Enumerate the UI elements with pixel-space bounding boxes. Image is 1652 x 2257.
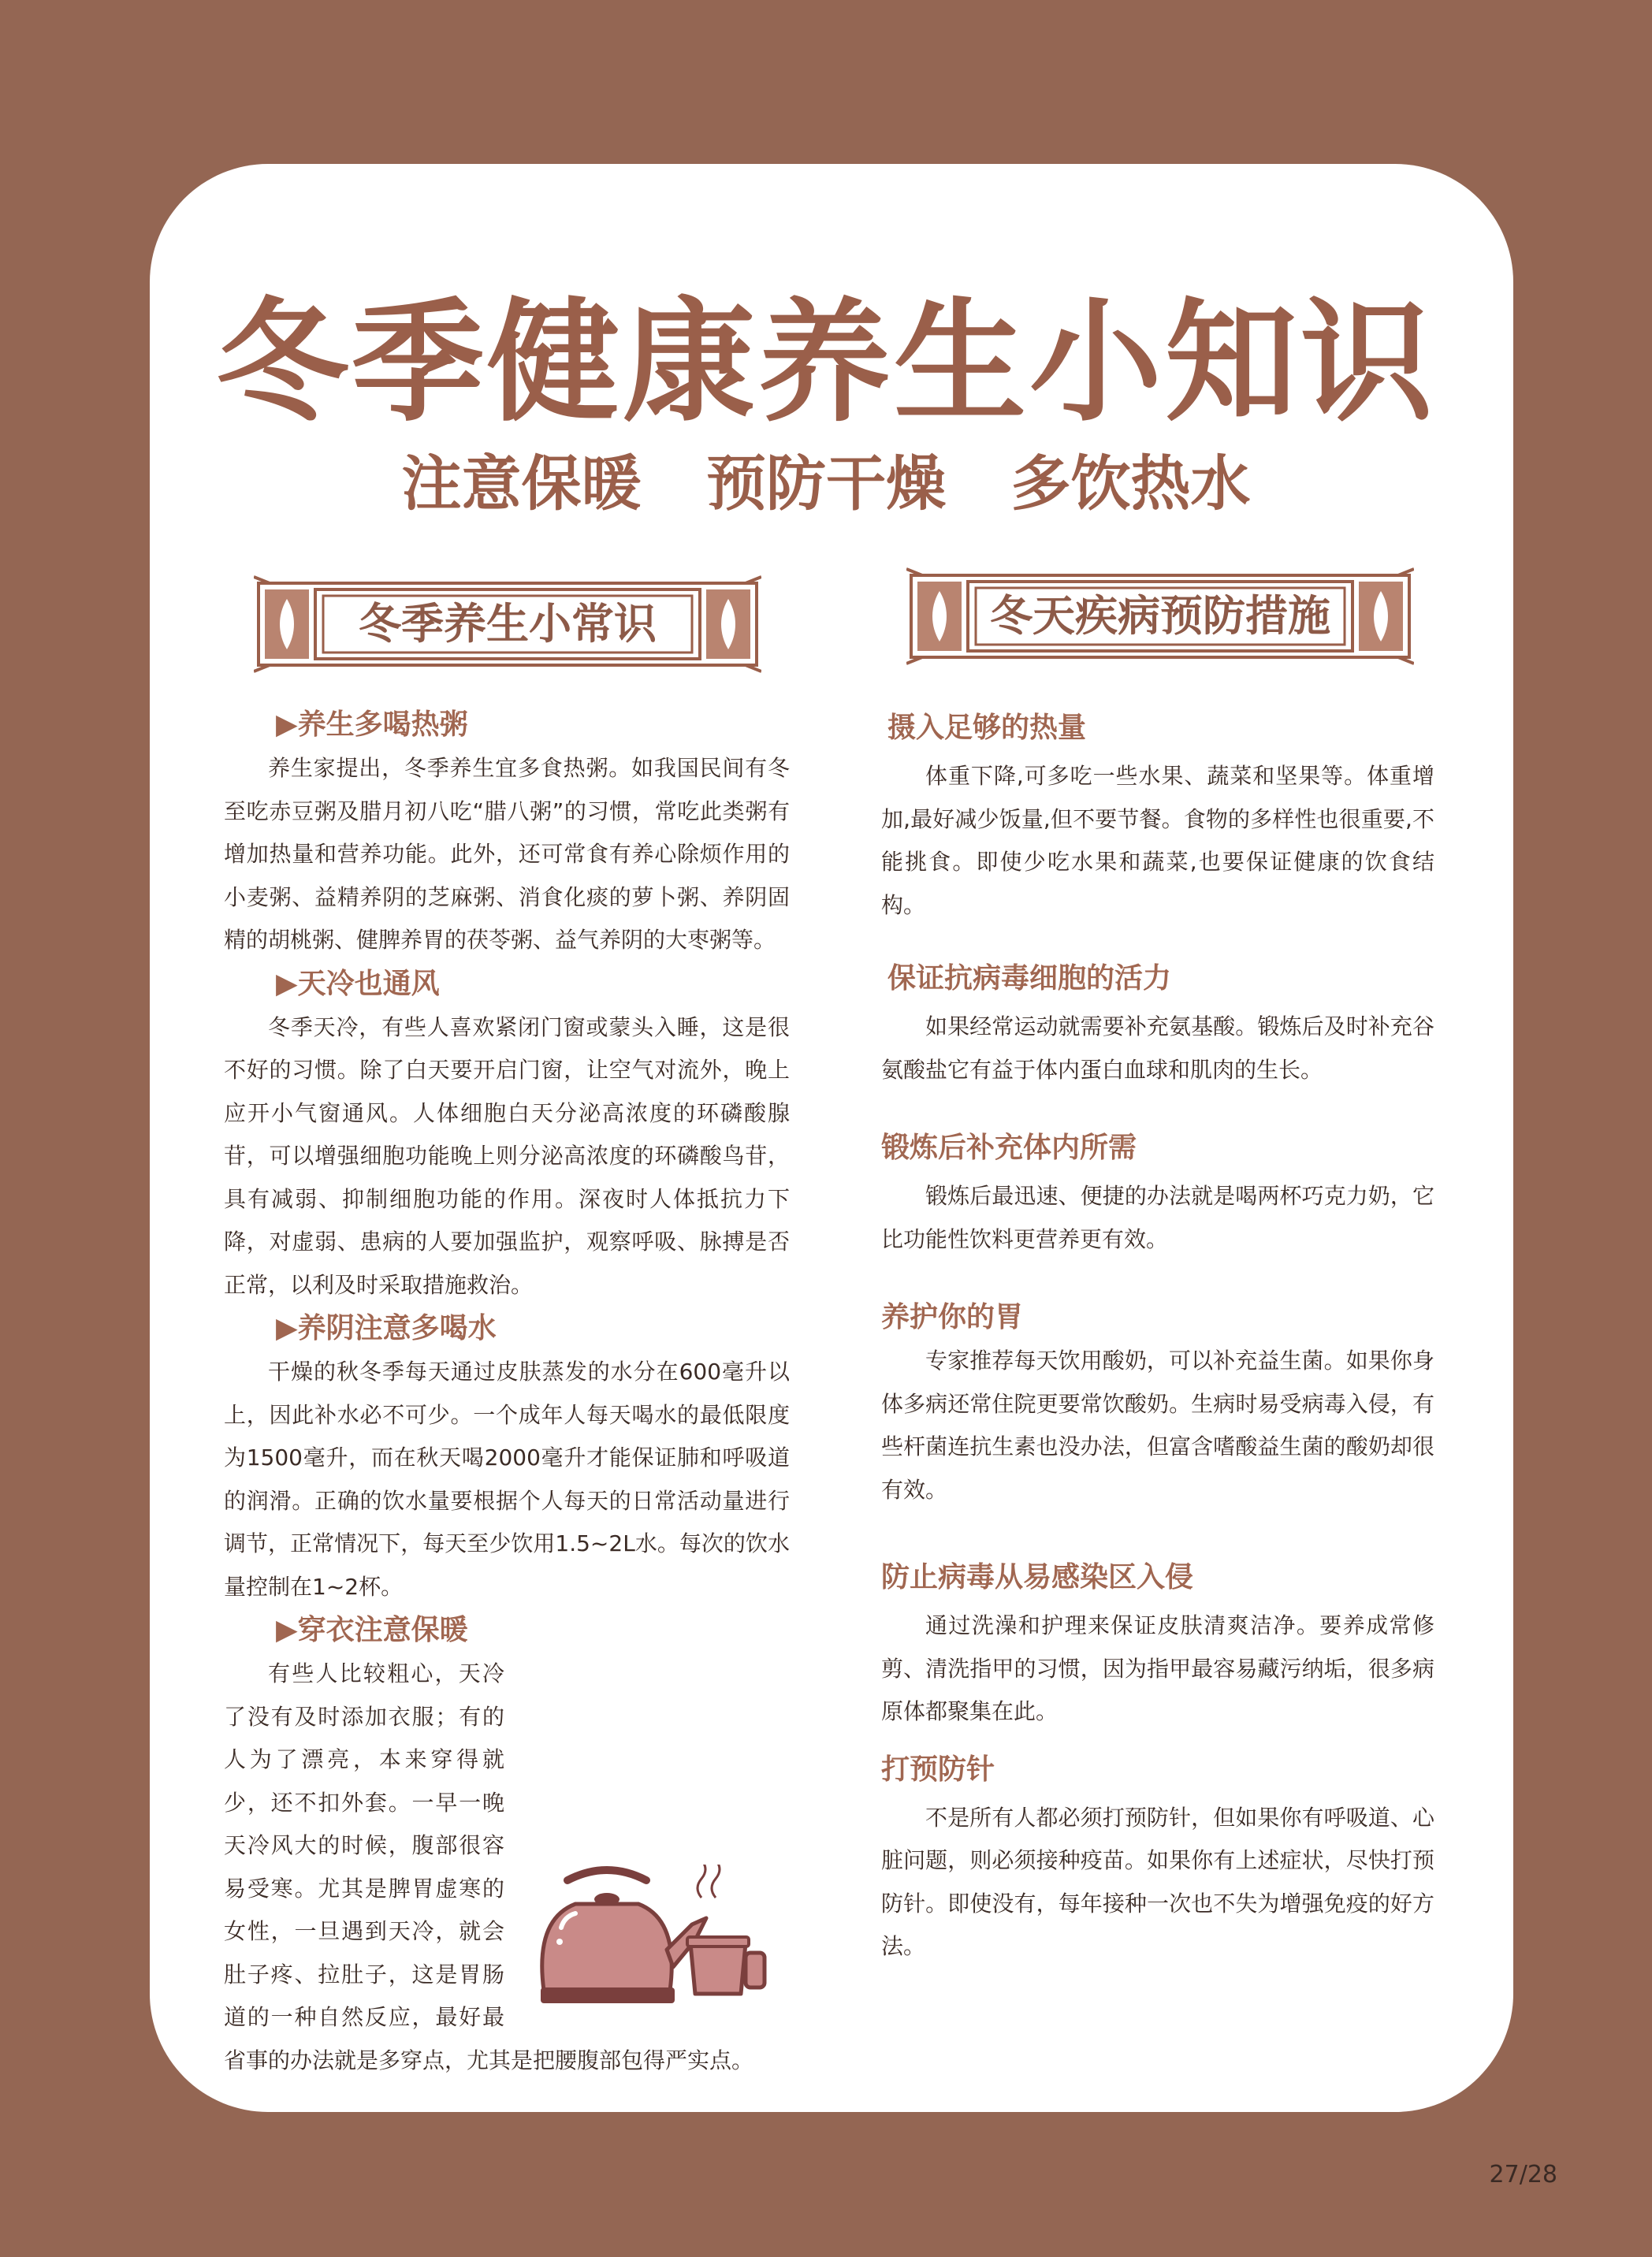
kettle-illustration [512,1865,788,2006]
left-section [276,1608,790,1653]
section-text: 有些人比较粗心，天冷了没有及时添加衣服；有的人为了漂亮，本来穿得就少，还不扣外套。一早一晚天冷风大的时候，腹部很容易受寒。尤其是脾胃虚寒的女性，一旦遇到天冷，就会肚子疼、拉肚子，这是胃肠道的一种自然反应，最好最省事的办法就是多穿点，尤其是把腰腹部包得严实点。 [224,1660,754,2073]
section-heading: 摄入足够的热量 [887,712,1087,744]
left-banner [254,575,761,673]
right-section [881,1296,1434,1340]
subtitle-item: 预防干燥 [706,448,946,519]
section-text: 不是所有人都必须打预防针，但如果你有呼吸道、心脏问题，则必须接种疫苗。如果你有上述症状，尽快打预防针。即使没有，每年接种一次也不失为增强免疫的好方法。 [881,1804,1434,1959]
kettle-icon [541,1870,706,2003]
section-text: 冬季天冷，有些人喜欢紧闭门窗或蒙头入睡，这是很不好的习惯。除了白天要开启门窗，让空气对流外，晚上应开小气窗通风。人体细胞白天分泌高浓度的环磷酸腺苷，可以增强细胞功能晚上则分泌高浓度的环磷酸鸟苷，具有减弱、抑制细胞功能的作用。深夜时人体抵抗力下降，对虚弱、患病的人要加强监护，观察呼吸、脉搏是否正常，以利及时采取措施救治。 [224,1013,790,1298]
banner-label: 冬季养生小常识 [359,599,657,649]
banner-label: 冬天疾病预防措施 [990,591,1330,641]
section-text: 如果经常运动就需要补充氨基酸。锻炼后及时补充谷氨酸盐它有益于体内蛋白血球和肌肉的生长。 [881,1013,1434,1083]
right-section [887,957,1434,1001]
subtitle-item: 注意保暖 [401,448,642,519]
section-text: 干燥的秋冬季每天通过皮肤蒸发的水分在600毫升以上，因此补水必不可少。一个成年人每天喝水的最低限度为1500毫升，而在秋天喝2000毫升才能保证肺和呼吸道的润滑。正确的饮水量要根据个人每天的日常活动量进行调节，正常情况下，每天至少饮用1.5~2L水。每次的饮水量控制在1~2杯。 [224,1359,790,1600]
section-heading: 保证抗病毒细胞的活力 [887,962,1172,995]
right-section [881,1556,1434,1600]
section-heading: ▶养阴注意多喝水 [276,1312,497,1344]
section-text: 专家推荐每天饮用酸奶，可以补充益生菌。如果你身体多病还常住院更要常饮酸奶。生病时易受病毒入侵，有些杆菌连抗生素也没办法，但富含嗜酸益生菌的酸奶却很有效。 [881,1348,1434,1503]
left-section [276,703,790,747]
page-title: 冬季健康养生小知识 [216,285,1436,440]
subtitle [0,444,1652,523]
section-text: 通过洗澡和护理来保证皮肤清爽洁净。要养成常修剪、清洗指甲的习惯，因为指甲最容易藏污纳垢，很多病原体都聚集在此。 [881,1612,1434,1724]
section-heading: 防止病毒从易感染区入侵 [881,1561,1194,1593]
section-heading: 锻炼后补充体内所需 [881,1132,1137,1164]
right-banner [906,567,1414,665]
left-section [276,962,790,1006]
right-section [887,706,1434,750]
section-heading: ▶天冷也通风 [276,967,440,1000]
right-section [881,1748,1434,1792]
section-heading: ▶养生多喝热粥 [276,708,468,741]
left-section [276,1307,790,1351]
right-column [881,706,1434,1969]
section-text: 锻炼后最迅速、便捷的办法就是喝两杯巧克力奶，它比功能性饮料更营养更有效。 [881,1183,1434,1252]
section-text: 体重下降,可多吃一些水果、蔬菜和坚果等。体重增加,最好减少饭量,但不要节餐。食物的多样性也很重要,不能挑食。即使少吃水果和蔬菜,也要保证健康的饮食结构。 [881,763,1434,918]
section-heading: 养护你的胃 [881,1301,1024,1333]
right-section [881,1126,1434,1170]
subtitle-item: 多饮热水 [1010,448,1251,519]
section-heading: 打预防针 [881,1753,995,1786]
section-text: 养生家提出，冬季养生宜多食热粥。如我国民间有冬至吃赤豆粥及腊月初八吃“腊八粥”的习惯，常吃此类粥有增加热量和营养功能。此外，还可常食有养心除烦作用的小麦粥、益精养阴的芝麻粥、消食化痰的萝卜粥、养阴固精的胡桃粥、健脾养胃的茯苓粥、益气养阴的大枣粥等。 [224,755,790,953]
page-number: 27/28 [1489,2161,1557,2188]
section-heading: ▶穿衣注意保暖 [276,1614,468,1646]
